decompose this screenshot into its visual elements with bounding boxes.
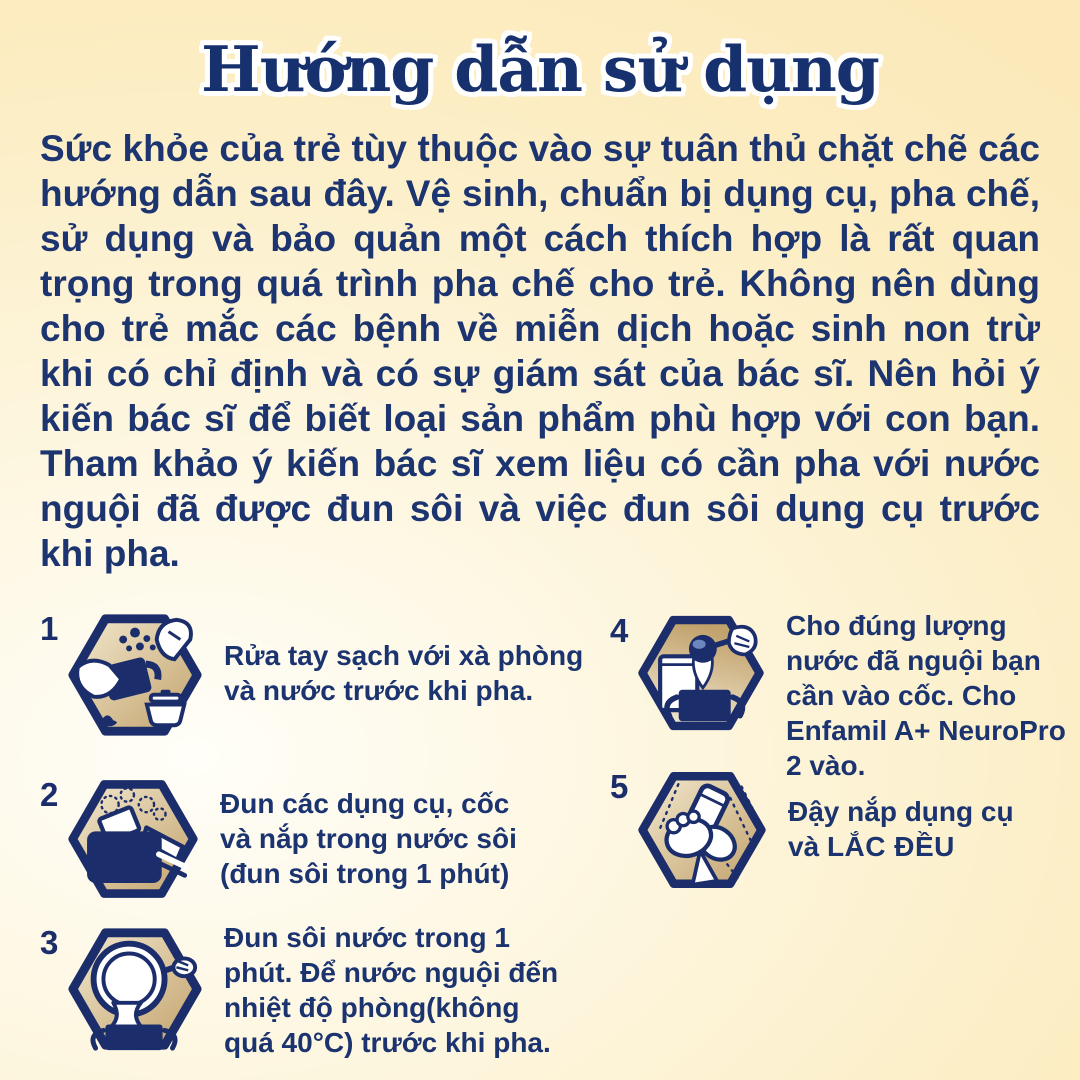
step-2-number: 2: [40, 776, 59, 813]
shake-mix-icon: [636, 764, 768, 896]
wash-hands-icon: [66, 606, 204, 744]
step-4-text: Cho đúng lượng nước đã nguội bạn cần vào cốc. Cho Enfamil A+ NeuroPro 2 vào.: [786, 610, 1066, 781]
step-5-text-prefix: Đậy nắp dụng cụ và: [788, 796, 1014, 862]
boil-water-icon: [66, 920, 204, 1058]
step-5: [610, 764, 1036, 896]
step-1-number: 1: [40, 610, 59, 647]
add-formula-icon: [636, 608, 766, 738]
step-5-text: [788, 794, 1036, 864]
step-1-text: Rửa tay sạch với xà phòng và nước trước khi pha.: [224, 640, 584, 706]
step-4: [610, 608, 1078, 783]
step-3-text: Đun sôi nước trong 1 phút. Để nước nguội đến nhiệt độ phòng(không quá 40°C) trước khi pha.: [224, 922, 559, 1058]
step-2-text: Đun các dụng cụ, cốc và nắp trong nước sôi (đun sôi trong 1 phút): [220, 788, 517, 889]
step-1: [40, 606, 584, 744]
page-title: Hướng dẫn sử dụng: [201, 32, 879, 106]
intro-paragraph: Sức khỏe của trẻ tùy thuộc vào sự tuân thủ chặt chẽ các hướng dẫn sau đây. Vệ sinh, chuẩn bị dụng cụ, pha chế, sử dụng và bảo quản một cách thích hợp là rất quan trọng trong quá trình pha chế cho trẻ. Không nên dùng cho trẻ mắc các bệnh về miễn dịch hoặc sinh non trừ khi có chỉ định và có sự giám sát của bác sĩ. Nên hỏi ý kiến bác sĩ để biết loại sản phẩm phù hợp với con bạn. Tham khảo ý kiến bác sĩ xem liệu có cần pha với nước nguội đã được đun sôi và việc đun sôi dụng cụ trước khi pha.: [40, 128, 1040, 574]
step-5-number: 5: [610, 768, 629, 805]
step-4-number: 4: [610, 612, 629, 649]
step-5-text-bold: LẮC ĐỀU: [826, 831, 955, 862]
step-3-number: 3: [40, 924, 59, 961]
step-2: [40, 772, 532, 906]
step-3: [40, 920, 576, 1060]
boil-utensils-icon: [66, 772, 200, 906]
